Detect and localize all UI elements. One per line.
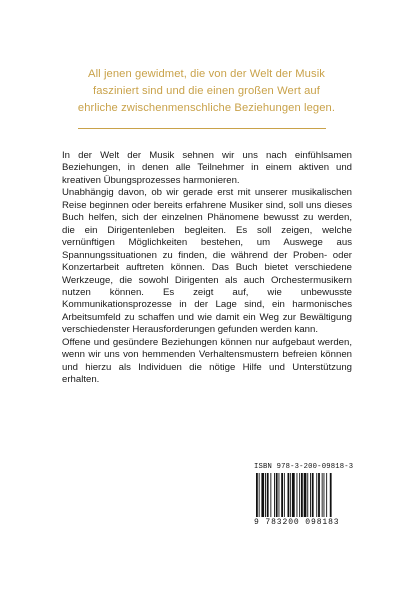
back-cover-text — [62, 150, 352, 387]
paragraph: Offene und gesündere Beziehungen können nur aufgebaut werden, wenn wir uns von hemmenden Verhaltensmustern befreien können und hierzu als Individuen die nötige Hilfe und Unterstützung erhalten. — [62, 336, 352, 386]
dedication-line: ehrliche zwischenmenschliche Beziehungen legen. — [77, 102, 336, 114]
isbn-label: ISBN 978-3-200-09818-3 — [254, 463, 354, 471]
dedication-line: All jenen gewidmet, die von der Welt der Musik — [88, 68, 325, 80]
barcode-digits: 9 783200 098183 — [254, 518, 340, 527]
isbn-barcode — [254, 463, 352, 527]
paragraph: In der Welt der Musik sehnen wir uns nach einfühlsamen Beziehungen, in denen alle Teilnehmer in einem aktiven und kreativen Übungsprozesses harmonieren. — [62, 150, 352, 186]
dedication-line: fasziniert sind und die einen großen Wert auf — [93, 85, 320, 97]
paragraph: Unabhängig davon, ob wir gerade erst mit unserer musikalischen Reise beginnen oder bereits erfahrene Musiker sind, soll uns dieses Buch helfen, sich der einzelnen Phänomene bewusst zu werden, die ein Dirigentenleben begleiten. Es soll zeigen, welche vernünftigen Möglichkeiten bestehen, um Auswege aus Spannungssituationen zu finden, die während der Proben- oder Konzertarbeit auftreten können. Das Buch bietet verschiedene Werkzeuge, die sowohl Dirigenten als auch Orchestermusikern nutzen können. Es zeigt auf, wie unbewusste Kommunikationsprozesse in der Lage sind, ein harmonisches Arbeitsumfeld zu schaffen und wie damit ein Weg zur Bewältigung verschiedenster Herausforderungen gefunden werden kann. — [62, 187, 352, 336]
divider-line — [78, 128, 326, 129]
dedication — [40, 66, 373, 117]
barcode-icon — [254, 473, 352, 517]
